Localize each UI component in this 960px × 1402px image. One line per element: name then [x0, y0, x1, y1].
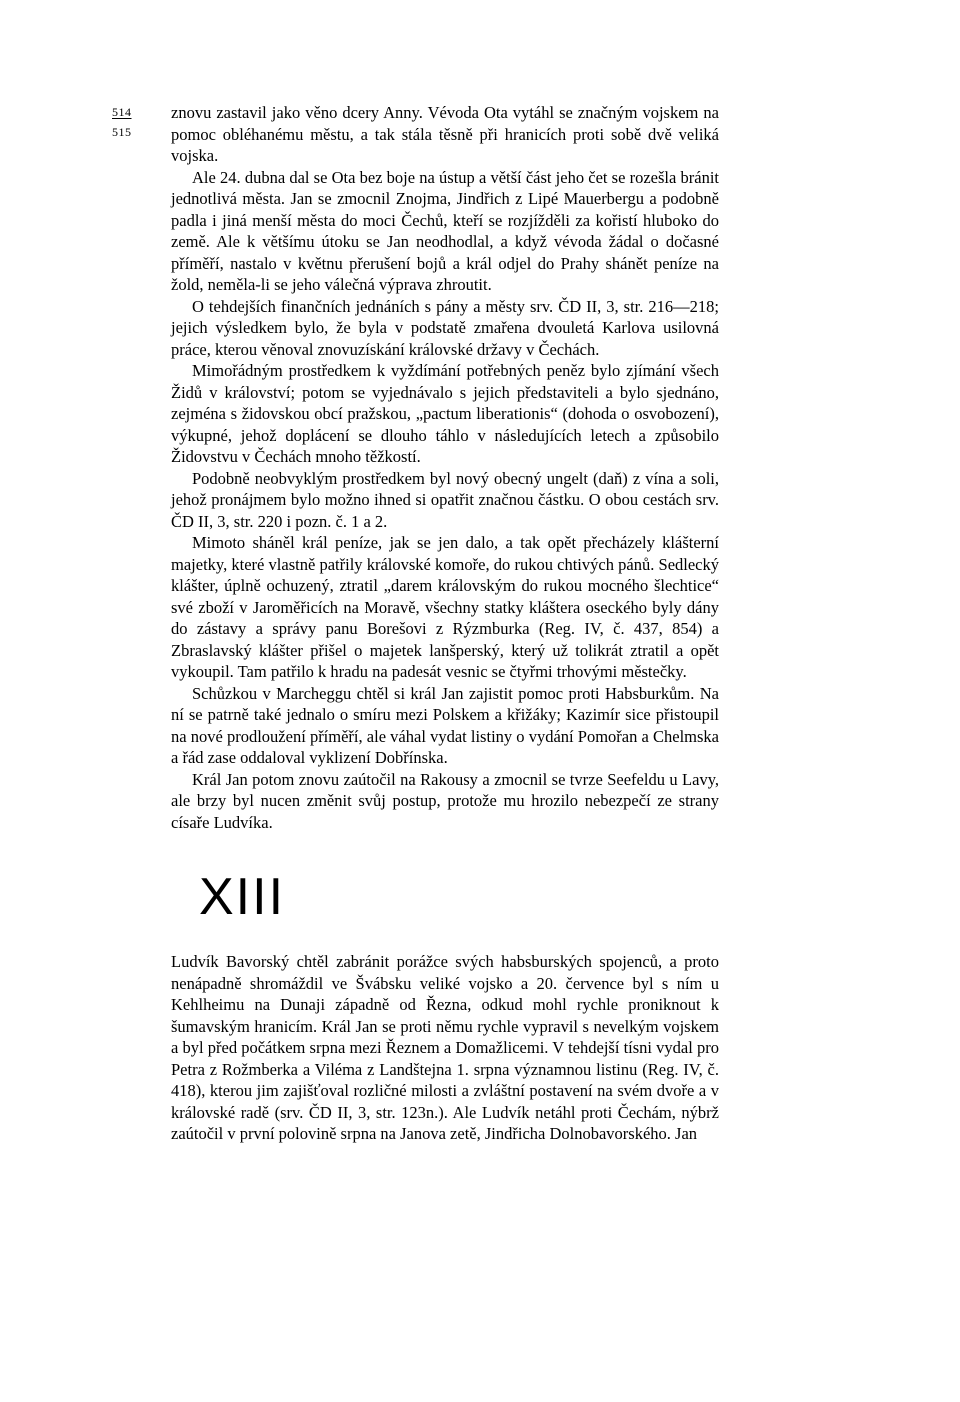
paragraph: Král Jan potom znovu zaútočil na Rakousy a zmocnil se tvrze Seefeldu u Lavy, ale brzy byl nucen změnit svůj postup, protože mu hrozilo nebezpečí ze strany císaře Ludvíka. [171, 769, 719, 832]
paragraph: Ale 24. dubna dal se Ota bez boje na ústup a větší část jeho čet se rozešla bránit jednotlivá města. Jan se zmocnil Znojma, Jindřich z Lipé Mauerbergu a podobně padla i jiná menší města do moci Čechů, kteří se rozjížděli za kořistí hluboko do země. Ale k většímu útoku se Jan neodhodlal, a když vévoda žádal o dočasné příměří, nastalo v květnu přerušení bojů a král odjel do Prahy shánět peníze na žold, neměla-li se jeho válečná výprava zhroutit. [171, 167, 719, 294]
chapter-heading: XIII [199, 868, 286, 926]
paragraph: O tehdejších finančních jednáních s pány a městy srv. ČD II, 3, str. 216—218; jejich výsledkem bylo, že byla v podstatě zmařena dvouletá Karlova usilovná práce, kterou věnoval znovuzískání královské državy v Čechách. [171, 296, 719, 359]
chapter-body [171, 951, 719, 1145]
paragraph: znovu zastavil jako věno dcery Anny. Vévoda Ota vytáhl se značným vojskem na pomoc obléhanému městu, a tak stála těsně při hranicích proti sobě dvě veliká vojska. [171, 103, 719, 165]
paragraph: Podobně neobvyklým prostředkem byl nový obecný ungelt (daň) z vína a soli, jehož pronájmem bylo možno ihned si opatřit značnou částku. O obou cestách srv. ČD II, 3, str. 220 i pozn. č. 1 a 2. [171, 468, 719, 531]
paragraph: Schůzkou v Marcheggu chtěl si král Jan zajistit pomoc proti Habsburkům. Na ní se patrně také jednalo o smíru mezi Polskem a křižáky; Kazimír sice přistoupil na nové prodloužení příměří, ale váhal vydat listiny o vydání Pomořan a Chelmska a řád zase oddaloval vyklizení Dobřínska. [171, 683, 719, 767]
main-text [171, 102, 719, 1145]
paragraph: Mimořádným prostředkem k vyždímání potřebných peněz bylo zjímání všech Židů v království; potom se vyjednávalo s jejich představiteli a bylo sjednáno, zejména s židovskou obcí pražskou, „pactum liberationis“ (dohoda o osvobození), výkupné, jehož doplácení se dlouho táhlo v následujících letech a způsobilo Židovstvu v Čechách mnoho těžkostí. [171, 361, 719, 466]
margin-page-references [112, 102, 152, 142]
margin-ref-lower: 515 [112, 125, 132, 139]
paragraph: Mimoto sháněl král peníze, jak se jen dalo, a tak opět přecházely klášterní majetky, které vlastně patřily královské komoře, do rukou chtivých pánů. Sedlecký klášter, úplně ochuzený, ztratil „darem královským do rukou mocného šlechtice“ své zboží v Jaroměřicích na Moravě, všechny statky kláštera oseckého byly dány do zástavy a správy panu Borešovi z Rýzmburka (Reg. IV, č. 437, 854) a Zbraslavský klášter přišel o majetek lanšperský, který už tolikrát ztratil a opět vykoupil. Tam patřilo k hradu na padesát vesnic se čtyřmi trhovými městečky. [171, 533, 719, 681]
chapter-paragraph: Ludvík Bavorský chtěl zabránit porážce svých habsburských spojenců, a proto nenápadně shromáždil ve Švábsku veliké vojsko a 20. července byl s ním u Kehlheimu na Dunaji západně od Řezna, odkud mohl rychle proniknout k šumavským hranicím. Král Jan se proti němu rychle vypravil s nevelkým vojskem a byl před počátkem srpna mezi Řeznem a Domažlicemi. V tehdejší tísni vydal pro Petra z Rožmberka a Viléma z Landštejna 1. srpna významnou listinu (Reg. IV, č. 418), kterou jim zajišťoval rozličné milosti a zvláštní postavení na svém dvoře a v královské radě (srv. ČD II, 3, str. 123n.). Ale Ludvík netáhl proti Čechám, nýbrž zaútočil v první polovině srpna na Janova zetě, Jindřicha Dolnobavorského. Jan [171, 952, 719, 1143]
margin-ref-upper: 514 [112, 105, 132, 119]
